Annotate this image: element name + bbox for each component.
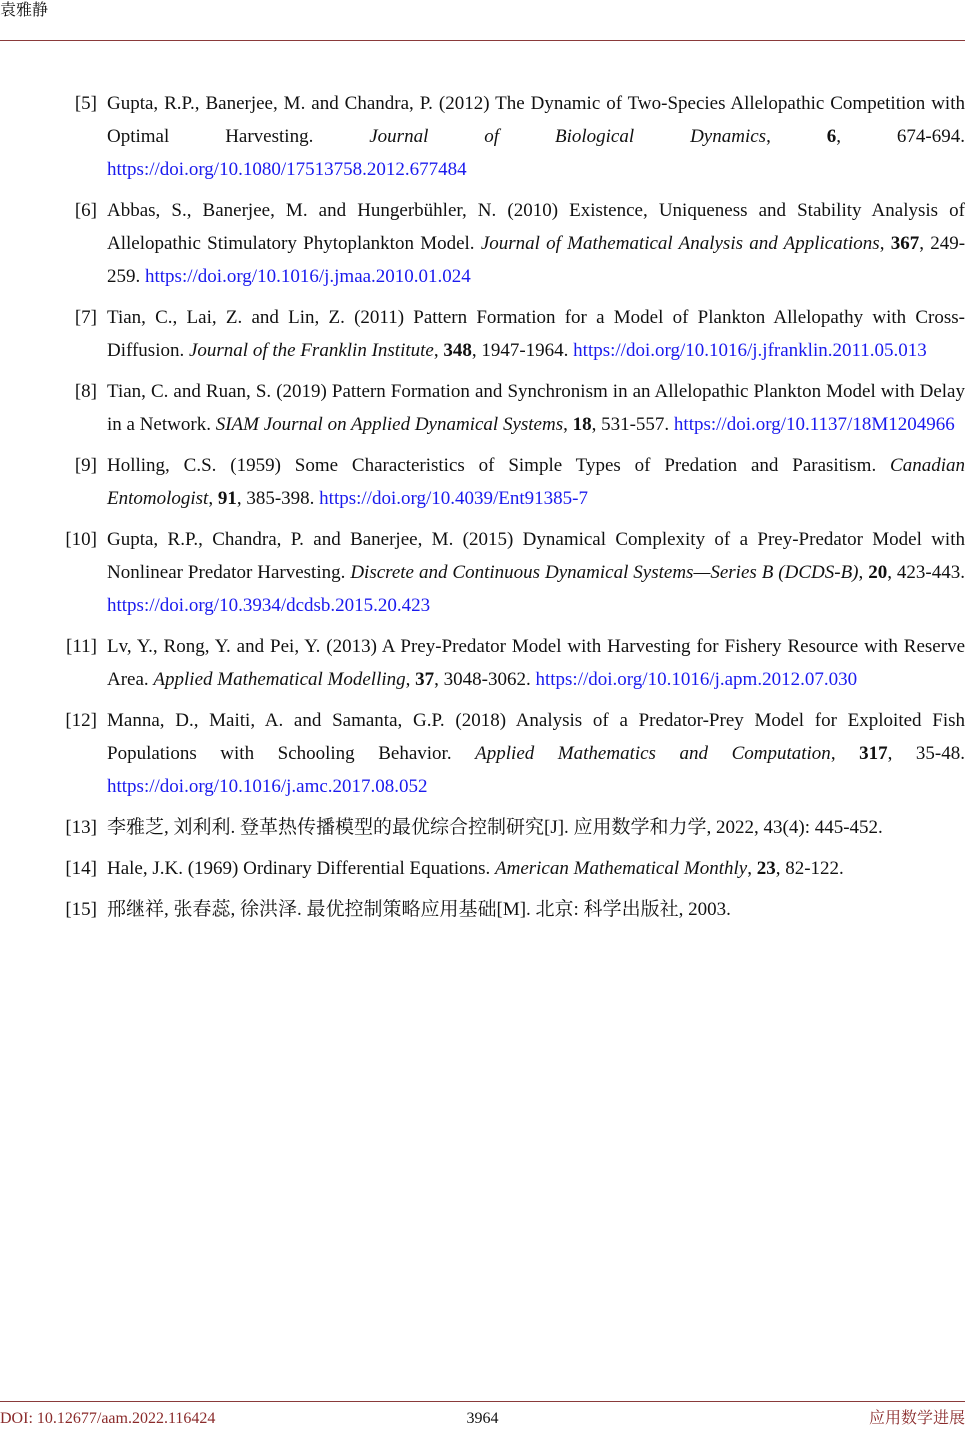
reference-text: Gupta, R.P., Banerjee, M. and Chandra, P. (2012) The Dynamic of Two-Species Allelopathic Competition with Optimal Harvesting.	[107, 93, 965, 147]
reference-text: Abbas, S., Banerjee, M. and Hungerbühler, N. (2010) Existence, Uniqueness and Stability Analysis of Allelopathic Stimulatory Phytoplankton Model.	[107, 200, 965, 254]
reference-item: [14] Hale, J.K. (1969) Ordinary Differential Equations. American Mathematical Monthly, 23, 82-122.	[0, 852, 965, 885]
reference-text: Manna, D., Maiti, A. and Samanta, G.P. (2018) Analysis of a Predator-Prey Model for Exploited Fish Populations with Schooling Behavior.	[107, 710, 965, 764]
header-author: 袁雅静	[0, 2, 49, 19]
reference-pages: , 674-694.	[836, 126, 965, 147]
reference-doi-link[interactable]: https://doi.org/10.1016/j.jfranklin.2011.05.013	[573, 340, 927, 361]
reference-number: [10]	[65, 529, 97, 550]
reference-journal: Applied Mathematical Modelling	[153, 669, 406, 690]
reference-journal: American Mathematical Monthly	[495, 858, 748, 879]
reference-journal: Journal of Mathematical Analysis and Applications	[480, 233, 880, 254]
footer-journal-name: 应用数学进展	[868, 1410, 965, 1427]
reference-item: [8] Tian, C. and Ruan, S. (2019) Pattern Formation and Synchronism in an Allelopathic Plankton Model with Delay in a Network. SIAM Journal on Applied Dynamical Systems, 18, 531-557. https://doi.org/10.1137/18M1204966	[0, 375, 965, 441]
reference-text: Tian, C. and Ruan, S. (2019) Pattern Formation and Synchronism in an Allelopathic Plankton Model with Delay in a Network.	[107, 381, 965, 435]
reference-volume: 37	[415, 669, 435, 690]
reference-pages: , 82-122.	[775, 858, 844, 879]
reference-volume: 367	[890, 233, 920, 254]
reference-volume: 18	[572, 414, 592, 435]
reference-journal: Applied Mathematics and Computation	[475, 743, 831, 764]
footer-page-number: 3964	[466, 1410, 499, 1427]
reference-number: [7]	[74, 307, 97, 328]
reference-item: [5] Gupta, R.P., Banerjee, M. and Chandra, P. (2012) The Dynamic of Two-Species Allelopathic Competition with Optimal Harvesting. Journal of Biological Dynamics, 6, 674-694. https://doi.org/10.1080/17513758.2012.677484	[0, 87, 965, 186]
reference-doi-link[interactable]: https://doi.org/10.1016/j.amc.2017.08.052	[107, 776, 428, 797]
reference-number: [12]	[65, 710, 97, 731]
reference-list	[0, 87, 965, 934]
reference-number: [14]	[65, 858, 97, 879]
reference-doi-link[interactable]: https://doi.org/10.1080/17513758.2012.677484	[107, 159, 467, 180]
footer-rule	[0, 1401, 965, 1402]
header-rule	[0, 40, 965, 41]
reference-text: Tian, C., Lai, Z. and Lin, Z. (2011) Pattern Formation for a Model of Plankton Allelopathy with Cross-Diffusion.	[107, 307, 965, 361]
reference-item: [9] Holling, C.S. (1959) Some Characteristics of Simple Types of Predation and Parasitism. Canadian Entomologist, 91, 385-398. https://doi.org/10.4039/Ent91385-7	[0, 449, 965, 515]
reference-doi-link[interactable]: https://doi.org/10.4039/Ent91385-7	[319, 488, 588, 509]
footer-doi: DOI: 10.12677/aam.2022.116424	[0, 1410, 216, 1427]
reference-text: 邢继祥, 张春蕊, 徐洪泽. 最优控制策略应用基础[M]. 北京: 科学出版社, 2003.	[107, 899, 731, 920]
reference-number: [9]	[74, 455, 97, 476]
reference-item: [10] Gupta, R.P., Chandra, P. and Banerjee, M. (2015) Dynamical Complexity of a Prey-Predator Model with Nonlinear Predator Harvesting. Discrete and Continuous Dynamical Systems—Series B (DCDS-B), 20, 423-443. https://doi.org/10.3934/dcdsb.2015.20.423	[0, 523, 965, 622]
reference-pages: , 249-259.	[107, 233, 965, 287]
reference-pages: , 423-443.	[887, 562, 965, 583]
reference-text: Hale, J.K. (1969) Ordinary Differential Equations.	[107, 858, 495, 879]
reference-text: Lv, Y., Rong, Y. and Pei, Y. (2013) A Prey-Predator Model with Harvesting for Fishery Resource with Reserve Area.	[107, 636, 965, 690]
reference-item	[0, 811, 965, 844]
reference-volume: 91	[217, 488, 237, 509]
reference-text: Holling, C.S. (1959) Some Characteristics of Simple Types of Predation and Parasitism.	[107, 455, 891, 476]
reference-number: [13]	[65, 817, 97, 838]
reference-text: Gupta, R.P., Chandra, P. and Banerjee, M. (2015) Dynamical Complexity of a Prey-Predator Model with Nonlinear Predator Harvesting.	[107, 529, 965, 583]
reference-number: [11]	[66, 636, 97, 657]
reference-doi-link[interactable]: https://doi.org/10.3934/dcdsb.2015.20.423	[107, 595, 431, 616]
reference-volume: 6	[826, 126, 837, 147]
reference-item: [12] Manna, D., Maiti, A. and Samanta, G.P. (2018) Analysis of a Predator-Prey Model for Exploited Fish Populations with Schooling Behavior. Applied Mathematics and Computation, 317, 35-48. https://doi.org/10.1016/j.amc.2017.08.052	[0, 704, 965, 803]
reference-number: [5]	[74, 93, 97, 114]
reference-volume: 23	[756, 858, 776, 879]
reference-item: [11] Lv, Y., Rong, Y. and Pei, Y. (2013) A Prey-Predator Model with Harvesting for Fishery Resource with Reserve Area. Applied Mathematical Modelling, 37, 3048-3062. https://doi.org/10.1016/j.apm.2012.07.030	[0, 630, 965, 696]
reference-pages: , 1947-1964.	[471, 340, 574, 361]
reference-pages: , 385-398.	[236, 488, 320, 509]
reference-journal: Canadian Entomologist	[107, 455, 965, 509]
reference-volume: 348	[443, 340, 472, 361]
reference-number: [8]	[74, 381, 97, 402]
reference-volume: 20	[868, 562, 888, 583]
reference-pages: , 35-48.	[887, 743, 965, 764]
reference-doi-link[interactable]: https://doi.org/10.1016/j.jmaa.2010.01.024	[145, 266, 471, 287]
reference-journal: Discrete and Continuous Dynamical Systems—Series B (DCDS-B)	[350, 562, 859, 583]
reference-number: [6]	[74, 200, 97, 221]
reference-pages: , 3048-3062.	[434, 669, 536, 690]
reference-journal: Journal of the Franklin Institute	[188, 340, 434, 361]
footer	[0, 1408, 965, 1430]
reference-journal: SIAM Journal on Applied Dynamical Systems	[215, 414, 564, 435]
reference-item: [7] Tian, C., Lai, Z. and Lin, Z. (2011) Pattern Formation for a Model of Plankton Allelopathy with Cross-Diffusion. Journal of the Franklin Institute, 348, 1947-1964. https://doi.org/10.1016/j.jfranklin.2011.05.013	[0, 301, 965, 367]
reference-journal: Journal of Biological Dynamics	[369, 126, 767, 147]
reference-number: [15]	[65, 899, 97, 920]
reference-volume: 317	[859, 743, 888, 764]
reference-doi-link[interactable]: https://doi.org/10.1137/18M1204966	[673, 414, 955, 435]
reference-text: 李雅芝, 刘利利. 登革热传播模型的最优综合控制研究[J]. 应用数学和力学, 2022, 43(4): 445-452.	[107, 817, 883, 838]
reference-doi-link[interactable]: https://doi.org/10.1016/j.apm.2012.07.030	[535, 669, 858, 690]
reference-item: [6] Abbas, S., Banerjee, M. and Hungerbühler, N. (2010) Existence, Uniqueness and Stability Analysis of Allelopathic Stimulatory Phytoplankton Model. Journal of Mathematical Analysis and Applications, 367, 249-259. https://doi.org/10.1016/j.jmaa.2010.01.024	[0, 194, 965, 293]
reference-pages: , 531-557.	[591, 414, 674, 435]
reference-item	[0, 893, 965, 926]
